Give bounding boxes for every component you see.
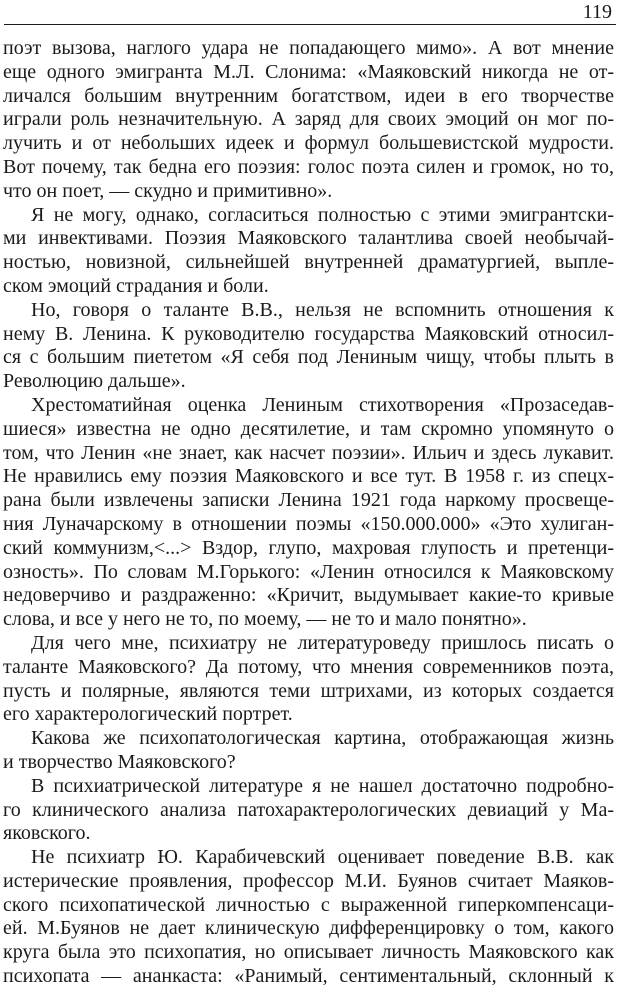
text-line: шиеся» известна не одно десятилетие, и там скромно упомянуто о xyxy=(3,417,614,440)
text-line: ностью, новизной, сильнейшей внутренней драматургией, выпле- xyxy=(3,251,614,274)
text-line: В психиатрической литературе я не нашел достаточно подробно- xyxy=(31,774,614,797)
paragraph xyxy=(3,846,614,989)
text-line: ей. М.Буянов не дает клиническую дифференцировку о том, какого xyxy=(3,917,614,940)
text-line: лучить и от небольших идеек и формул большевистской мудрости. xyxy=(3,132,614,155)
text-line: Вот почему, так бедна его поэзия: голос поэта силен и громок, но то, xyxy=(3,155,614,178)
paragraph xyxy=(3,299,614,394)
text-line: поэт вызова, наглого удара не попадающего мимо». А вот мнение xyxy=(3,37,614,59)
text-line: Для чего мне, психиатру не литературоведу пришлось писать о xyxy=(31,631,614,654)
text-line: рана были извлечены записки Ленина 1921 года наркому просвеще- xyxy=(3,489,614,512)
text-line: Хрестоматийная оценка Лениным стихотворения «Прозаседав- xyxy=(31,393,614,416)
text-line: Не нравились ему поэзия Маяковского и все тут. В 1958 г. из спецх- xyxy=(3,465,614,488)
header-rule xyxy=(4,24,616,25)
text-line: и творчество Маяковского? xyxy=(3,750,236,773)
text-line: ния Луначарскому в отношении поэмы «150.000.000» «Это хулиган- xyxy=(3,512,614,535)
text-line: играли роль незначительную. А заряд для своих эмоций он мог по- xyxy=(3,108,614,131)
text-line: слова, и все у него не то, по моему, — не то и мало понятно». xyxy=(3,608,527,631)
text-line: Какова же психопатологическая картина, отображающая жизнь xyxy=(31,727,614,750)
text-line: пусть и полярные, являются теми штрихами, из которых создается xyxy=(3,679,614,702)
text-line: ском эмоций страдания и боли. xyxy=(3,274,269,297)
text-line: личался большим внутренним богатством, идеи в его творчестве xyxy=(3,84,614,107)
text-line: Не психиатр Ю. Карабичевский оценивает поведение В.В. как xyxy=(31,846,614,869)
text-line: ся с большим пиететом «Я себя под Лениным чищу, чтобы плыть в xyxy=(3,346,614,369)
text-line: что он поет, — скудно и примитивно». xyxy=(3,179,333,202)
text-line: таланте Маяковского? Да потому, что мнения современников поэта, xyxy=(3,655,614,678)
paragraph xyxy=(3,632,614,727)
text-line: еще одного эмигранта М.Л. Слонима: «Маяковский никогда не от- xyxy=(3,60,614,83)
text-line: яковского. xyxy=(3,822,91,845)
text-line: нему В. Ленина. К руководителю государства Маяковский относил- xyxy=(3,322,614,345)
paragraph xyxy=(3,775,614,846)
text-line: го клинического анализа патохарактерологических девиаций у Ма- xyxy=(3,798,614,821)
text-line: Революцию дальше». xyxy=(3,370,186,393)
paragraph xyxy=(3,204,614,299)
paragraph xyxy=(3,727,614,775)
page-header xyxy=(4,0,616,26)
text-line: психопата — ананкаста: «Ранимый, сентиментальный, склонный к xyxy=(3,965,614,988)
text-line: Но, говоря о таланте В.В., нельзя не вспомнить отношения к xyxy=(31,298,614,321)
text-line: ского психопатической личностью с выраженной гиперкомпенсаци- xyxy=(3,893,614,916)
text-line: Я не могу, однако, согласиться полностью с этими эмигрантски- xyxy=(31,203,614,226)
text-line: ский коммунизм,<...> Вздор, глупо, махровая глупость и претенци- xyxy=(3,536,614,559)
text-line: ми инвективами. Поэзия Маяковского талантлива своей необычай- xyxy=(3,227,614,250)
text-line: недоверчиво и раздраженно: «Кричит, выдумывает какие-то кривые xyxy=(3,584,614,607)
text-line: истерические проявления, профессор М.И. Буянов считает Маяков- xyxy=(3,869,614,892)
text-line: том, что Ленин «не знает, как насчет поэзии». Ильич и здесь лукавит. xyxy=(3,441,614,464)
body-text xyxy=(3,37,614,989)
page-number: 119 xyxy=(582,1,612,23)
text-line: его характерологический портрет. xyxy=(3,703,293,726)
paragraph xyxy=(3,37,614,204)
text-line: круга была это психопатия, но описывает личность Маяковского как xyxy=(3,941,614,964)
paragraph xyxy=(3,394,614,632)
text-line: озность». По словам М.Горького: «Ленин относился к Маяковскому xyxy=(3,560,614,583)
